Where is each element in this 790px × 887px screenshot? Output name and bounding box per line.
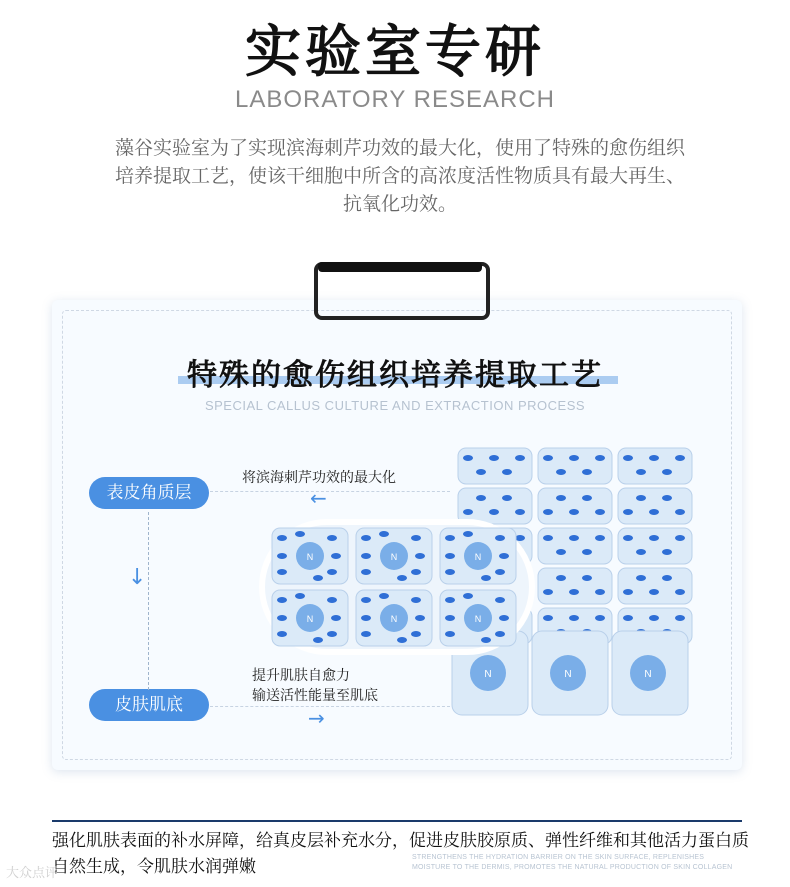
cell-dot (582, 575, 592, 581)
cell-illustration (258, 438, 698, 720)
cell-dot (623, 589, 633, 595)
cell-dot (569, 589, 579, 595)
cell-dot (411, 535, 421, 541)
tissue-cell (618, 488, 692, 524)
cell-dot (499, 615, 509, 621)
cell-dot (623, 615, 633, 621)
cell-dot (411, 597, 421, 603)
nucleus-label: N (306, 552, 314, 562)
cell-dot (675, 535, 685, 541)
cell-dot (636, 469, 646, 475)
nucleus-label: N (306, 614, 314, 624)
note-self-heal: 提升肌肤自愈力 (252, 668, 350, 684)
cell-dot (327, 631, 337, 637)
cell-dot (295, 531, 305, 537)
cell-dot (397, 637, 407, 643)
connector-line (148, 512, 149, 690)
cell-dot (623, 509, 633, 515)
cell-dot (662, 495, 672, 501)
cell-dot (556, 469, 566, 475)
tissue-cell (618, 528, 692, 564)
cell-dot (415, 553, 425, 559)
cell-dot (556, 549, 566, 555)
cell-dot (495, 569, 505, 575)
cell-dot (569, 455, 579, 461)
cell-dot (582, 469, 592, 475)
cell-dot (361, 615, 371, 621)
cell-dot (515, 455, 525, 461)
cell-dot (379, 531, 389, 537)
intro-line: 藻谷实验室为了实现滨海刺芹功效的最大化，使用了特殊的愈伤组织 (114, 137, 685, 159)
tissue-cell (538, 528, 612, 564)
cell-dot (623, 535, 633, 541)
cell-dot (649, 615, 659, 621)
label-skin-base: 皮肤肌底 (89, 689, 209, 721)
page-title: 实验室专研 (245, 20, 545, 85)
arrow-right-icon: → (308, 706, 325, 730)
cell-dot (277, 615, 287, 621)
cell-dot (495, 597, 505, 603)
tissue-cell (618, 568, 692, 604)
cell-dot (481, 575, 491, 581)
cell-dot (543, 615, 553, 621)
footer-english: STRENGTHENS THE HYDRATION BARRIER ON THE SKIN SURFACE, REPLENISHES MOISTURE TO THE DERMIS, PROMOTES THE NATURAL PRODUCTION OF SKIN COLLAGEN (412, 854, 733, 871)
cell-dot (636, 575, 646, 581)
cell-dot (445, 569, 455, 575)
cell-dot (675, 455, 685, 461)
cell-dot (463, 593, 473, 599)
cell-dot (543, 509, 553, 515)
nucleus-label: N (484, 669, 492, 680)
cell-dot (331, 553, 341, 559)
nucleus-label: N (390, 614, 398, 624)
cell-dot (502, 469, 512, 475)
cell-dot (662, 469, 672, 475)
cell-dot (569, 509, 579, 515)
cell-dot (499, 553, 509, 559)
cell-dot (361, 631, 371, 637)
board-title: 特殊的愈伤组织培养提取工艺 (187, 358, 603, 393)
cell-dot (445, 553, 455, 559)
intro-line: 培养提取工艺，使该干细胞中所含的高浓度活性物质具有最大再生、 (114, 165, 685, 187)
cell-dot (361, 597, 371, 603)
cell-dot (569, 615, 579, 621)
cell-dot (556, 495, 566, 501)
cell-dot (361, 553, 371, 559)
cell-dot (277, 597, 287, 603)
cell-dot (675, 509, 685, 515)
cell-dot (277, 553, 287, 559)
cell-dot (649, 455, 659, 461)
label-epidermis: 表皮角质层 (89, 477, 209, 509)
cell-dot (649, 589, 659, 595)
footer-rule (52, 820, 742, 822)
cell-dot (582, 549, 592, 555)
cell-dot (361, 535, 371, 541)
cell-dot (277, 569, 287, 575)
tissue-cell (538, 448, 612, 484)
tissue-cell (538, 488, 612, 524)
cell-dot (397, 575, 407, 581)
cell-dot (445, 597, 455, 603)
cell-dot (411, 631, 421, 637)
cell-dot (415, 615, 425, 621)
intro-text (60, 134, 740, 218)
cell-dot (649, 535, 659, 541)
arrow-down-icon: ↓ (128, 565, 147, 590)
intro-line: 抗氧化功效。 (342, 193, 457, 215)
cell-dot (502, 495, 512, 501)
cell-dot (556, 575, 566, 581)
cell-dot (543, 589, 553, 595)
cell-dot (445, 535, 455, 541)
cell-dot (623, 455, 633, 461)
cell-dot (569, 535, 579, 541)
cell-dot (327, 535, 337, 541)
cell-dot (295, 593, 305, 599)
nucleus-label: N (474, 552, 482, 562)
cell-dot (379, 593, 389, 599)
cell-dot (495, 631, 505, 637)
cell-dot (595, 615, 605, 621)
cell-dot (543, 455, 553, 461)
cell-dot (313, 637, 323, 643)
cell-dot (595, 589, 605, 595)
cell-dot (675, 615, 685, 621)
arrow-left-icon: ← (310, 486, 327, 510)
page-subtitle: LABORATORY RESEARCH (235, 86, 555, 113)
clipboard-clip-bar (318, 262, 482, 272)
cell-dot (489, 455, 499, 461)
cell-dot (463, 455, 473, 461)
tissue-cell (458, 488, 532, 524)
note-energy: 输送活性能量至肌底 (252, 688, 378, 704)
cell-dot (445, 631, 455, 637)
board-subtitle: SPECIAL CALLUS CULTURE AND EXTRACTION PROCESS (204, 398, 586, 413)
cell-dot (515, 509, 525, 515)
cell-dot (331, 615, 341, 621)
cell-dot (582, 495, 592, 501)
tissue-cell (458, 448, 532, 484)
cell-dot (489, 509, 499, 515)
cell-dot (595, 509, 605, 515)
footer-text: 强化肌肤表面的补水屏障，给真皮层补充水分，促进皮肤胶原质、弹性纤维和其他活力蛋白质自然生成，令肌肤水润弹嫩 (52, 831, 749, 877)
watermark: 大众点评 (6, 865, 59, 880)
cell-dot (649, 509, 659, 515)
cell-dot (411, 569, 421, 575)
nucleus-label: N (564, 669, 572, 680)
cell-dot (445, 615, 455, 621)
cell-dot (476, 469, 486, 475)
cell-dot (361, 569, 371, 575)
cell-dot (495, 535, 505, 541)
cell-dot (636, 549, 646, 555)
tissue-cell (538, 568, 612, 604)
cell-dot (636, 495, 646, 501)
note-maximize: 将滨海刺芹功效的最大化 (242, 470, 396, 486)
cell-dot (277, 631, 287, 637)
cell-dot (662, 549, 672, 555)
nucleus-label: N (474, 614, 482, 624)
nucleus-label: N (390, 552, 398, 562)
cell-dot (543, 535, 553, 541)
cell-dot (327, 597, 337, 603)
cell-dot (327, 569, 337, 575)
nucleus-label: N (644, 669, 652, 680)
cell-dot (313, 575, 323, 581)
cell-dot (463, 531, 473, 537)
cell-dot (595, 455, 605, 461)
cell-dot (463, 509, 473, 515)
cell-dot (481, 637, 491, 643)
cell-dot (662, 575, 672, 581)
cell-dot (675, 589, 685, 595)
cell-dot (595, 535, 605, 541)
cell-dot (277, 535, 287, 541)
tissue-cell (618, 448, 692, 484)
cell-dot (476, 495, 486, 501)
